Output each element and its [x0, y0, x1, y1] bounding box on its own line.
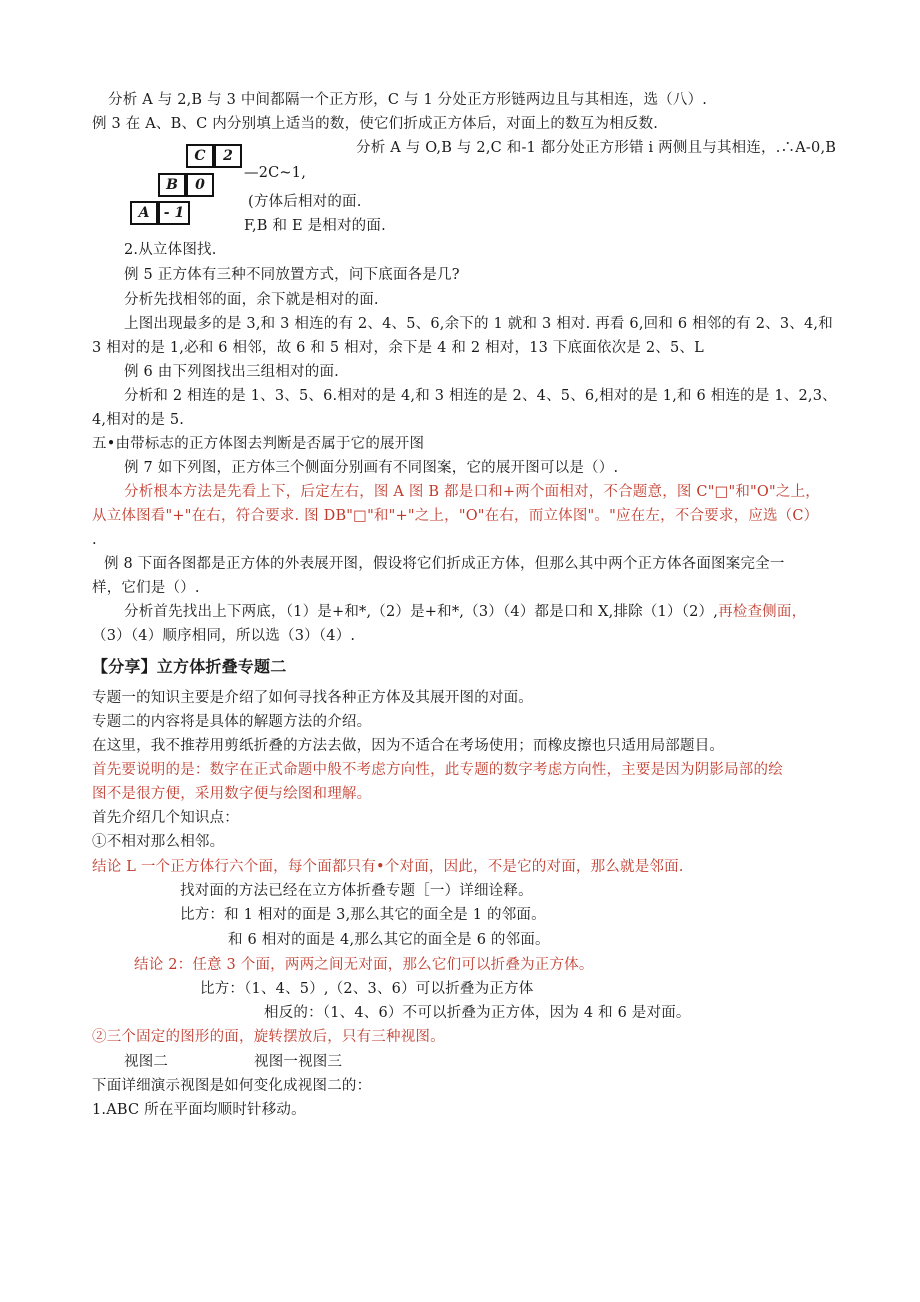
share-heading: 【分享】立方体折叠专题二 [92, 657, 287, 676]
text-line-30: 首先介绍几个知识点： [92, 810, 239, 826]
net-cell-b: B [158, 173, 186, 197]
conclusion-1-line: 结论 L 一个正方体行六个面，每个面都只有•个对面，因此，不是它的对面，那么就是邻面. [92, 859, 684, 875]
cube-net-figure [128, 144, 248, 234]
text-line-37: 比方：（1、4、5）,（2、3、6）可以折叠为正方体 [200, 981, 534, 997]
text-line-28: 首先要说明的是：数字在正式命题中般不考虑方向性，此专题的数字考虑方向性，主要是因为阴影局部的绘 [92, 762, 783, 778]
text-line-3: 分析 A 与 O,B 与 2,C 和-1 都分处正方形错 i 两侧且与其相连，.∴A-0,B [356, 140, 837, 156]
net-cell-c: C [186, 144, 214, 168]
section-five-heading: 五•由带标志的正方体图去判断是否属于它的展开图 [92, 436, 425, 452]
text-line-25: 专题一的知识主要是介绍了如何寻找各种正方体及其展开图的对面。 [92, 690, 533, 706]
text-line-6: F,B 和 E 是相对的面. [244, 218, 386, 234]
conclusion-2-line: 结论 2：任意 3 个面，两两之间无对面，那么它们可以折叠为正方体。 [134, 957, 594, 973]
text-line-1: 分析 A 与 2,B 与 3 中间都隔一个正方形，C 与 1 分处正方形链两边且与其相连，选（八）. [108, 92, 708, 108]
example-8-line: 例 8 下面各图都是正方体的外表展开图，假设将它们折成正方体，但那么其中两个正方体各面图案完全一 [104, 556, 785, 572]
text-line-42: 下面详细演示视图是如何变化成视图二的： [92, 1078, 372, 1094]
text-line-33: 找对面的方法已经在立方体折叠专题［一）详细诠释。 [180, 883, 533, 899]
text-line-23: （3）（4）顺序相同，所以选（3）（4）. [92, 628, 356, 644]
net-cell-0: 0 [186, 173, 214, 197]
text-line-11: 3 相对的是 1,必和 6 相邻，故 6 和 5 相对，余下是 4 和 2 相对，13 下底面依次是 2、5、L [92, 340, 704, 356]
text-line-38: 相反的：（1、4、6）不可以折叠为正方体，因为 4 和 6 是对面。 [264, 1005, 691, 1021]
example-7-line: 例 7 如下列图，正方体三个侧面分别画有不同图案，它的展开图可以是（）. [124, 460, 619, 476]
text-line-21: 样，它们是（）. [92, 580, 200, 596]
text-line-14: 4,相对的是 5. [92, 412, 185, 428]
text-line-22-black: 分析首先找出上下两底，（1）是+和*,（2）是+和*,（3）（4）都是口和 X,排除（1）（2）, [124, 604, 719, 620]
text-line-13: 分析和 2 相连的是 1、3、5、6.相对的是 4,和 3 相连的是 2、4、5、6,相对的是 1,和 6 相连的是 1、2,3、 [124, 388, 837, 404]
text-line-22 [124, 602, 806, 622]
text-line-7: 2.从立体图找. [124, 242, 217, 258]
text-line-26: 专题二的内容将是具体的解题方法的介绍。 [92, 714, 372, 730]
text-line-35: 和 6 相对的面是 4,那么其它的面全是 6 的邻面。 [228, 932, 550, 948]
example-3-line: 例 3 在 A、B、C 内分别填上适当的数，使它们折成正方体后，对面上的数互为相反数. [92, 116, 659, 132]
text-line-34: 比方：和 1 相对的面是 3,那么其它的面全是 1 的邻面。 [180, 907, 546, 923]
text-line-22-red: 再检查侧面， [718, 604, 807, 620]
net-cell-2: 2 [214, 144, 242, 168]
text-line-17: 分析根本方法是先看上下，后定左右，图 A 图 B 都是口和+两个面相对，不合题意，图 C"□"和"O"之上， [124, 484, 820, 500]
text-line-10: 上图出现最多的是 3,和 3 相连的有 2、4、5、6,余下的 1 就和 3 相对. 再看 6,回和 6 相邻的有 2、3、4,和 [124, 316, 833, 332]
net-cell-minus-1: - 1 [158, 201, 190, 225]
view-one-three-label: 视图一视图三 [254, 1054, 343, 1070]
text-line-19: . [92, 532, 97, 548]
point-two-line: ②三个固定的图形的面，旋转摆放后，只有三种视图。 [92, 1029, 445, 1045]
text-line-27: 在这里，我不推荐用剪纸折叠的方法去做，因为不适合在考场使用；而橡皮擦也只适用局部题目。 [92, 738, 725, 754]
text-line-4: —2C~1, [244, 165, 307, 181]
text-line-5: (方体后相对的面. [248, 194, 362, 210]
example-6-line: 例 6 由下列图找出三组相对的面. [124, 364, 339, 380]
text-line-43: 1.ABC 所在平面均顺时针移动。 [92, 1102, 306, 1118]
text-line-29: 图不是很方便，采用数字便与绘图和理解。 [92, 786, 372, 802]
view-two-label: 视图二 [124, 1054, 169, 1070]
net-cell-a: A [130, 201, 158, 225]
point-one-line: ①不相对那么相邻。 [92, 834, 225, 850]
example-5-line: 例 5 正方体有三种不同放置方式，问下底面各是几? [124, 267, 460, 283]
text-line-18: 从立体图看"+"在右，符合要求. 图 DB"□"和"+"之上，"O"在右，而立体图"。"应在左，不合要求，应选（C） [92, 508, 819, 524]
text-line-9: 分析先找相邻的面，余下就是相对的面. [124, 292, 379, 308]
